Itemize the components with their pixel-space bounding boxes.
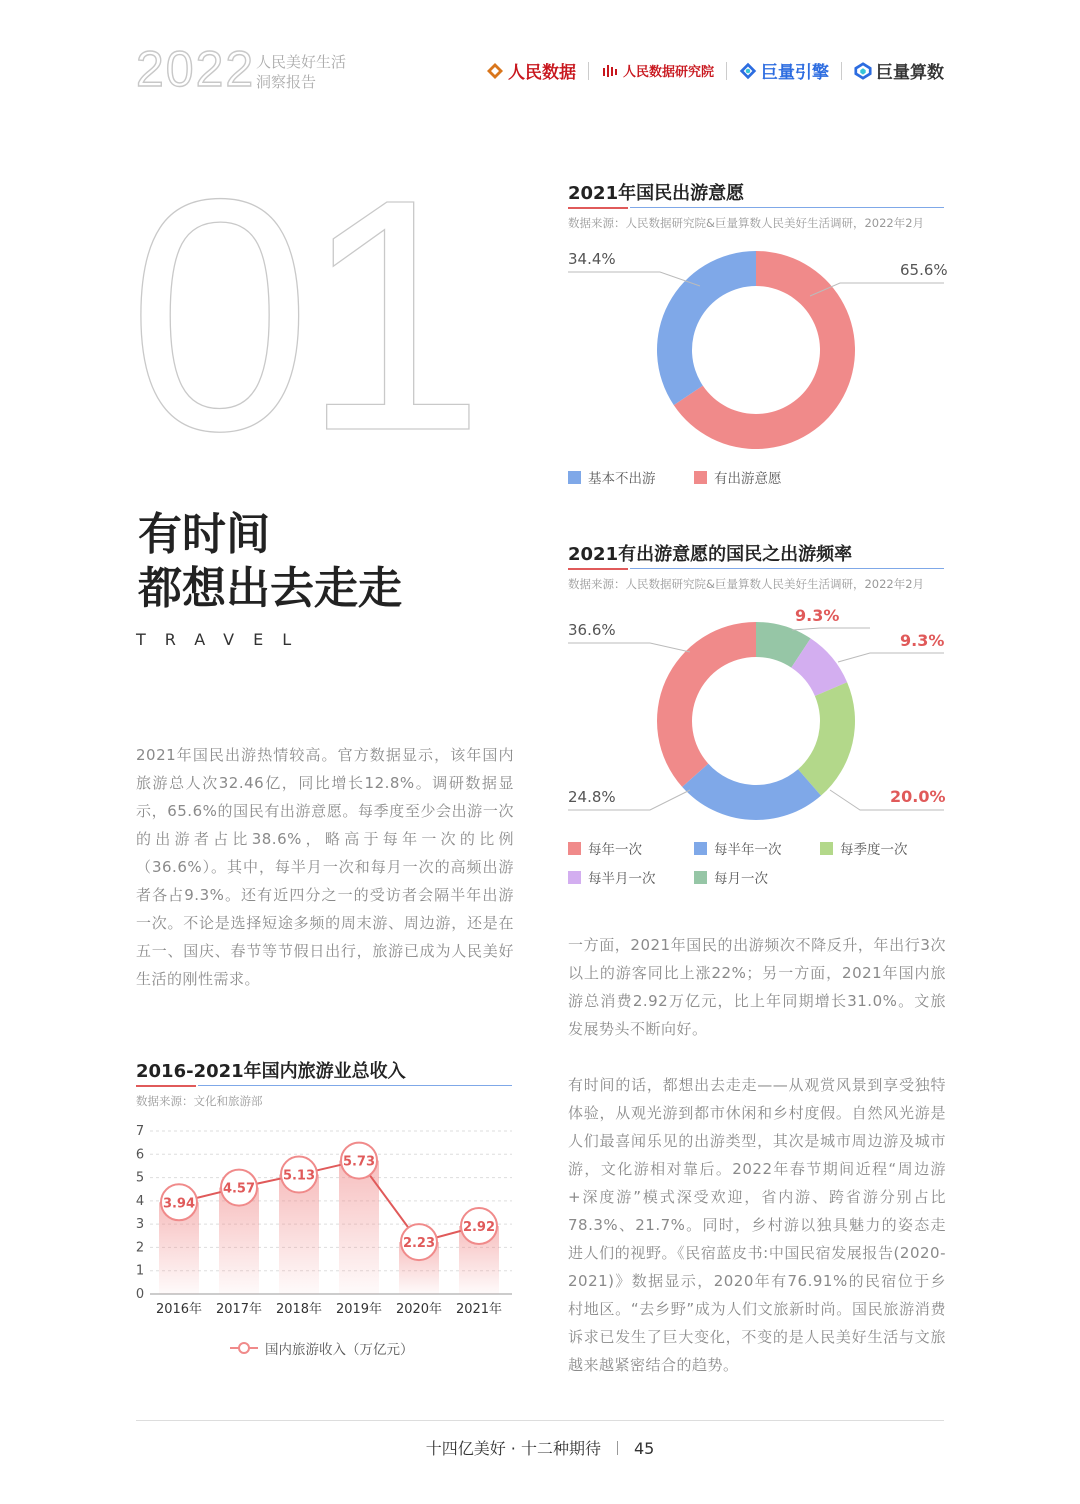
intro-paragraph: 2021年国民出游热情较高。官方数据显示，该年国内旅游总人次32.46亿，同比增长12.8%。调研数据显示，65.6%的国民有出游意愿。每季度至少会出游一次的出游者占比38.6%，略高于每年一次的比例（36.6%）。其中，每半月一次和每月一次的高频出游者各占9.3%。还有近四分之一的受访者会隔半年出游一次。不论是选择短途多频的周末游、周边游，还是在五一、国庆、春节等节假日出行，旅游已成为人民美好生活的刚性需求。 <box>136 746 514 988</box>
legend-label: 每季度一次 <box>840 842 908 858</box>
chart1-source: 数据来源：人民数据研究院&巨量算数人民美好生活调研，2022年2月 <box>568 216 925 230</box>
chart1-label-no-travel: 34.4% <box>568 250 616 268</box>
chart3-source: 数据来源：文化和旅游部 <box>136 1094 263 1108</box>
footer-divider <box>136 1420 944 1421</box>
chart1-title: 2021年国民出游意愿 <box>568 183 745 204</box>
chart3-data-label: 2.92 <box>462 1220 496 1236</box>
chart2-label-half-year: 24.8% <box>568 788 616 806</box>
ocean-arithmetic-logo-text: 巨量算数 <box>876 63 944 83</box>
chart3-y-tick: 7 <box>135 1124 145 1139</box>
page-footer <box>0 1436 1080 1459</box>
chart3-y-tick: 0 <box>135 1287 145 1302</box>
chart3-legend-line-icon <box>230 1341 258 1355</box>
chart3-y-tick: 6 <box>135 1147 145 1163</box>
chart3-x-tick: 2020年 <box>395 1302 443 1317</box>
header-year: 2022 <box>136 41 256 97</box>
section-number: 01 <box>128 130 476 499</box>
chart1-label-travel: 65.6% <box>900 261 948 279</box>
chart3-legend-label: 国内旅游收入（万亿元） <box>265 1342 414 1358</box>
chart3-x-tick: 2018年 <box>275 1302 323 1317</box>
chart3-data-label: 5.13 <box>282 1168 316 1184</box>
chart3-y-tick: 4 <box>135 1193 145 1209</box>
section-title-line2: 都想出去走走 <box>138 563 402 614</box>
page-number: 45 <box>633 1439 655 1458</box>
ocean-engine-logo-text: 巨量引擎 <box>761 63 829 83</box>
people-data-logo-text: 人民数据 <box>507 63 576 83</box>
header-title-line2: 洞察报告 <box>256 73 317 91</box>
chart2-label-half-month: 9.3% <box>900 631 945 650</box>
footer-separator <box>617 1441 618 1455</box>
chart2-title: 2021有出游意愿的国民之出游频率 <box>568 544 853 565</box>
chart3-y-tick: 5 <box>135 1170 145 1186</box>
legend-label: 每半月一次 <box>588 871 656 887</box>
chart3-title: 2016-2021年国内旅游业总收入 <box>136 1061 406 1082</box>
header-title-line1: 人民美好生活 <box>256 53 347 71</box>
legend-label: 基本不出游 <box>588 471 656 487</box>
chart3-data-label: 3.94 <box>162 1196 196 1212</box>
right-paragraph-2: 有时间的话，都想出去走走——从观赏风景到享受独特体验，从观光游到都市休闲和乡村度假。自然风光游是人们最喜闻乐见的出游类型，其次是城市周边游及城市游，文化游相对靠后。2022年春节期间近程“周边游+深度游”模式深受欢迎，省内游、跨省游分别占比78.3%、21.7%。同时，乡村游以独具魅力的姿态走进人们的视野。《民宿蓝皮书:中国民宿发展报告(2020-2021)》数据显示，2020年有76.91%的民宿位于乡村地区。“去乡野”成为人们文旅新时尚。国民旅游消费诉求已发生了巨大变化，不变的是人民美好生活与文旅越来越紧密结合的趋势。 <box>568 1076 946 1374</box>
chart3-y-tick: 1 <box>135 1263 145 1279</box>
chart2-label-quarterly: 20.0% <box>890 787 946 806</box>
legend-label: 每年一次 <box>588 842 642 858</box>
chart3-data-label: 4.57 <box>222 1181 256 1197</box>
chart2-label-yearly: 36.6% <box>568 621 616 639</box>
legend-label: 有出游意愿 <box>714 471 782 487</box>
legend-label: 每半年一次 <box>714 842 782 858</box>
chart3-x-tick: 2019年 <box>335 1302 383 1317</box>
legend-label: 每月一次 <box>714 871 768 887</box>
chart3-x-tick: 2016年 <box>155 1302 203 1317</box>
chart3-y-tick: 2 <box>135 1240 145 1256</box>
chart3-y-tick: 3 <box>135 1217 145 1233</box>
chart3-legend <box>230 1338 414 1358</box>
chart3-data-label: 2.23 <box>402 1236 436 1252</box>
right-paragraph-1: 一方面，2021年国民的出游频次不降反升，年出行3次以上的游客同比上涨22%；另一方面，2021年国内旅游总消费2.92万亿元，比上年同期增长31.0%。文旅发展势头不断向好。 <box>568 936 946 1038</box>
section-title-line1: 有时间 <box>138 509 270 560</box>
chart2-label-monthly: 9.3% <box>795 606 840 625</box>
section-subtitle: TRAVEL <box>136 630 311 649</box>
chart2-source: 数据来源：人民数据研究院&巨量算数人民美好生活调研，2022年2月 <box>568 577 925 591</box>
research-institute-logo-text: 人民数据研究院 <box>622 65 714 80</box>
chart3-x-tick: 2021年 <box>455 1302 503 1317</box>
chart3-x-tick: 2017年 <box>215 1302 263 1317</box>
footer-text: 十四亿美好 · 十二种期待 <box>425 1439 601 1458</box>
chart3-data-label: 5.73 <box>342 1154 376 1170</box>
